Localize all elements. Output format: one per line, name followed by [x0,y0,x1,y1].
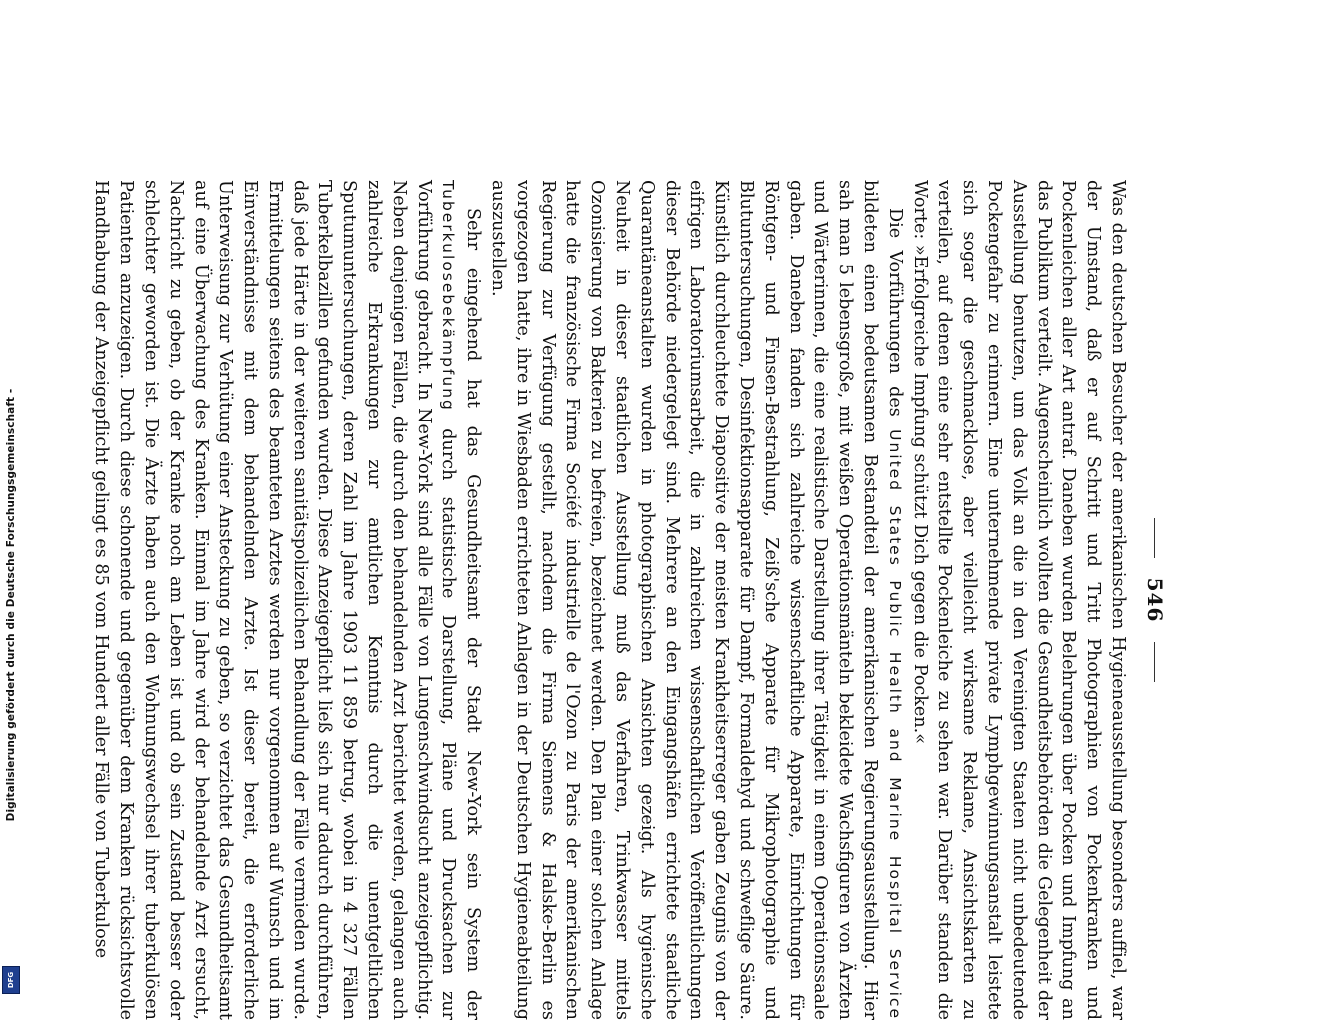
paragraph-2: Die Vorführungen des United States Public Health and Marine Hospital Service bildeten einen bedeutsamen Bestandteil der amerikanischen Regierungsausstellung. Hier sah man 5 lebensgroße, mit weißen Operationsmänteln bekleidete Wachsfiguren von Ärzten und Wärterinnen, die eine realistische Darstellung ihrer Tätigkeit in einem Operationssaale gaben. Daneben fanden sich zahlreiche wissenschaftliche Apparate, Einrichtungen für Röntgen- und Finsen-Bestrahlung, Zeiß'sche Apparate für Mikrophotographie und Blutuntersuchungen, Desinfektionsapparate für Dampf, Formaldehyd und schweflige Säure. Künstlich durchleuchtete Diapositive der meisten Krankheitserreger gaben Zeugnis von der eifrigen Laboratoriumsarbeit, die in zahlreichen wissenschaftlichen Veröffentlichungen dieser Behörde niedergelegt sind. Mehrere an den Eingangshäfen errichtete staatliche Quarantäneanstalten wurden in photographischen Ansichten gezeigt. Als hygienische Neuheit in dieser staatlichen Ausstellung muß das Verfahren, Trinkwasser mittels Ozonisierung von Bakterien zu befreien, bezeichnet werden. Den Plan einer solchen Anlage hatte die französische Firma Société industrielle de l'Ozon zu Paris der amerikanischen Regierung zur Verfügung gestellt, nachdem die Firma Siemens & Halske-Berlin es vorgezogen hatte, ihre in Wiesbaden errichteten Anlagen in der Deutschen Hygieneabteilung auszustellen. [488,180,905,1020]
funding-notice: Digitalisierung gefördert durch die Deutsche Forschungsgemeinschaft - [5,388,17,822]
dfg-logo-icon: DFG [2,966,20,994]
document-page [91,180,1170,1020]
paragraph-3: Sehr eingehend hat das Gesundheitsamt der Stadt New-York sein System der Tuberkulosebekämpfung durch statistische Darstellung, Pläne und Drucksachen zur Vorführung gebracht. In New-York sind alle Fälle von Lungenschwindsucht anzeigepflichtig. Neben denjenigen Fällen, die durch den behandelnden Arzt berichtet werden, gelangen auch zahlreiche Erkrankungen zur amtlichen Kenntnis durch die unentgeltlichen Sputumuntersuchungen, deren Zahl im Jahre 1903 11 859 betrug, wobei in 4 327 Fällen Tuberkelbazillen gefunden wurden. Diese Anzeigepflicht ließ sich nur dadurch durchführen, daß jede Härte in der weiteren sanitätspolizeilichen Behandlung der Fälle vermieden wurde. Ermittelungen seitens des beamteten Arztes werden nur vorgenommen auf Wunsch und im Einverständnisse mit dem behandelnden Arzte. Ist dieser bereit, die erforderliche Unterweisung zur Verhütung einer Ansteckung zu geben, so verzichtet das Gesundheitsamt auf eine Überwachung des Kranken. Einmal im Jahre wird der behandelnde Arzt ersucht, Nachricht zu geben, ob der Kranke noch am Leben ist und ob sein Zustand besser oder schlechter geworden ist. Die Ärzte haben auch den Wohnungswechsel ihrer tuberkulösen Patienten anzuzeigen. Durch diese schonende und gegenüber dem Kranken rücksichtsvolle Handhabung der Anzeigepflicht gelingt es 85 vom Hundert aller Fälle von Tuberkulose [91,180,484,1020]
emphasized-text: Tuberkulosebekämpfung [439,180,458,412]
digitization-sidebar [0,0,22,1000]
body-text [89,180,1130,1020]
header-rule-left [1155,518,1156,558]
paragraph-1: Was den deutschen Besucher der amerikanischen Hygieneausstellung besonders auffiel, war der Umstand, daß er auf Schritt und Tritt Photographien von Pockenkranken und Pockenleichen aller Art antraf. Daneben wurden Belehrungen über Pocken und Impfung an das Publikum verteilt. Augenscheinlich wollten die Gesundheitsbehörden die Gelegenheit der Ausstellung benutzen, um das Volk an die in den Vereinigten Staaten nicht unbedeutende Pockengefahr zu erinnern. Eine unternehmende private Lymphgewinnungsanstalt leistete sich sogar die geschmacklose, aber vielleicht wirksame Reklame, Ansichtskarten zu verteilen, auf denen eine sehr entstellte Pockenleiche zu sehen war. Darüber standen die Worte: »Erfolgreiche Impfung schützt Dich gegen die Pocken.« [909,180,1128,1020]
page-header [1140,180,1170,1020]
header-rule-right [1155,642,1156,682]
page-number: 546 [1143,577,1167,623]
emphasized-text: United States Public Health and Marine Hospital Service [885,429,904,1020]
